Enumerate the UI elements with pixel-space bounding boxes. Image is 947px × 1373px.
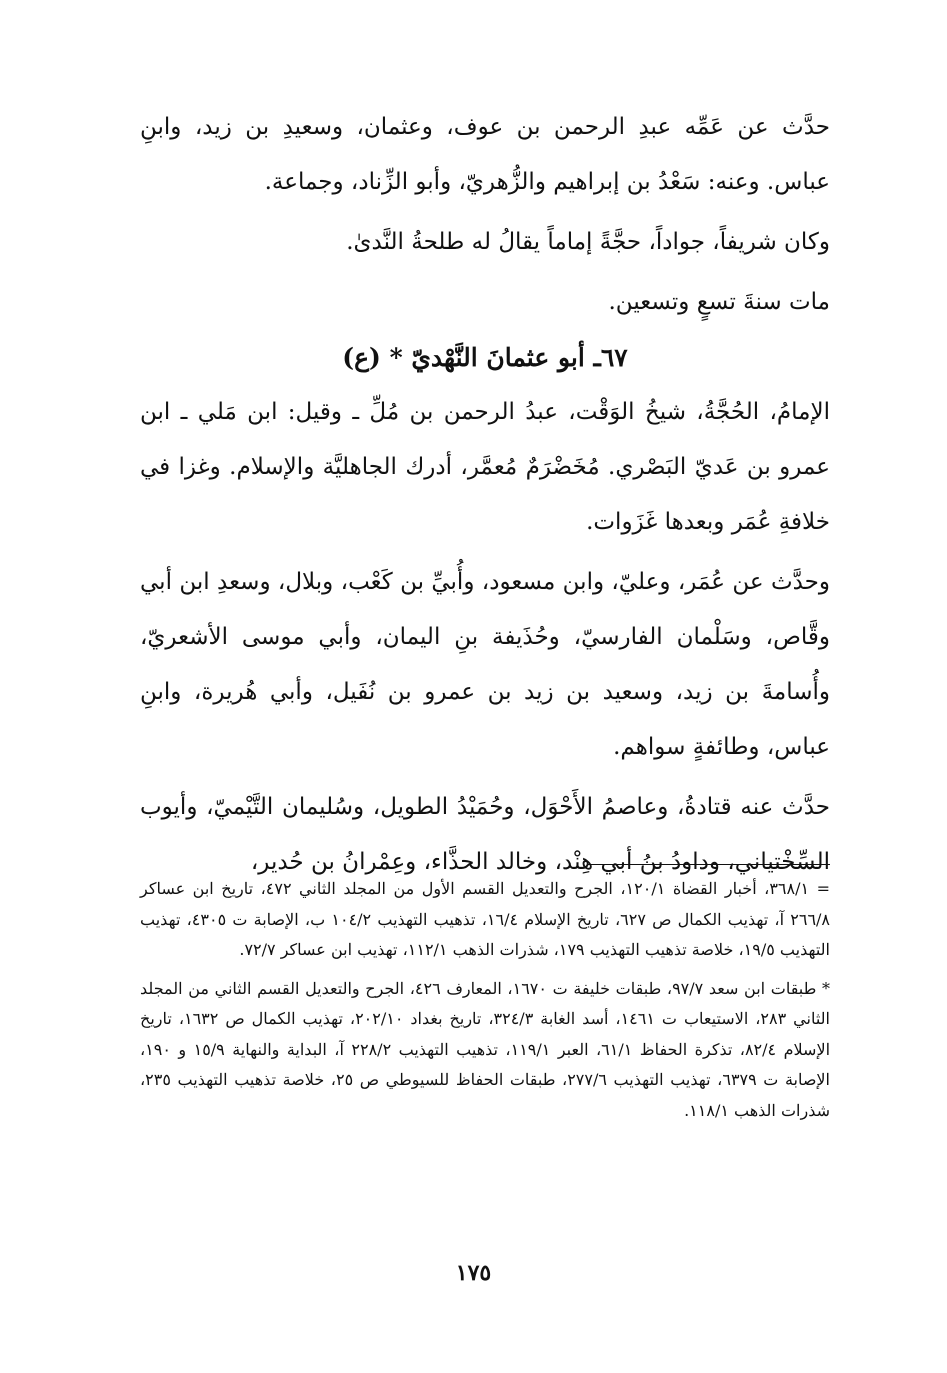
footnotes xyxy=(140,874,830,1126)
paragraph-death: مات سنةَ تسعٍ وتسعين. xyxy=(608,289,830,315)
paragraph-biography: الإمامُ، الحُجَّةُ، شيخُ الوَقْت، عبدُ الرحمن بن مُلِّ ـ وقيل: ابن مَلي ـ ابن عمرو بن عَديّ البَصْري. مُخَضْرَمٌ مُعمَّر، أدرك الجاهليَّة والإسلام. وغزا في خلافةِ عُمَر وبعدها غَزَوات. xyxy=(140,399,830,535)
paragraph-teachers: وحدَّث عن عُمَر، وعليّ، وابن مسعود، وأُبيِّ بن كَعْب، وبلال، وسعدِ ابن أبي وقَّاص، وسَلْمان الفارسيّ، وحُذَيفة بنِ اليمان، وأبي موسى الأشعريّ، وأُسامةَ بن زيد، وسعيد بن زيد بن عمرو بن نُفَيل، وأبي هُريرة، وابنِ عباس، وطائفةٍ سواهم. xyxy=(140,569,830,760)
entry-heading: ٦٧ـ أبو عثمانَ النَّهْديّ * (ع) xyxy=(342,343,628,372)
footnote-continued: = ٣٦٨/١، أخبار القضاة ١٢٠/١، الجرح والتعديل القسم الأول من المجلد الثاني ٤٧٢، تاريخ ابن عساكر ٢٦٦/٨ آ، تهذيب الكمال ص ٦٢٧، تاريخ الإسلام ١٦/٤، تذهيب التهذيب ١٠٤/٢ ب، الإصابة ت ٤٣٠٥، تهذيب التهذيب ١٩/٥، خلاصة تذهيب التهذيب ١٧٩، شذرات الذهب ١١٢/١، تهذيب ابن عساكر ٧٢/٧. xyxy=(140,879,831,959)
page-number: ١٧٥ xyxy=(455,1260,492,1286)
paragraph-students: حدَّث عنه قتادةُ، وعاصمُ الأَحْوَل، وحُمَيْدُ الطويل، وسُليمان التَّيْميّ، وأيوب السِّخْتياني، وداودُ بنُ أبي هِنْد، وخالد الحذَّاء، وعِمْرانُ بن حُدير، xyxy=(140,794,830,875)
main-text xyxy=(140,100,830,890)
footnote-divider xyxy=(587,864,830,865)
footnote-sources: * طبقات ابن سعد ٩٧/٧، طبقات خليفة ت ١٦٧٠، المعارف ٤٢٦، الجرح والتعديل القسم الثاني من المجلد الثاني ٢٨٣، الاستيعاب ت ١٤٦١، أسد الغابة ٣٢٤/٣، تاريخ بغداد ٢٠٢/١٠، تهذيب الكمال ص ١٦٣٢، تاريخ الإسلام ٨٢/٤، تذكرة الحفاظ ٦١/١، العبر ١١٩/١، تذهيب التهذيب ٢٢٨/٢ آ، البداية والنهاية ١٥/٩ و ١٩٠، الإصابة ت ٦٣٧٩، تهذيب التهذيب ٢٧٧/٦، طبقات الحفاظ للسيوطي ص ٢٥، خلاصة تذهيب التهذيب ٢٣٥، شذرات الذهب ١١٨/١. xyxy=(140,978,831,1120)
paragraph-narrators: حدَّث عن عَمِّه عبدِ الرحمن بن عوف، وعثمان، وسعيدِ بن زيد، وابنِ عباس. وعنه: سَعْدُ بن إبراهيم والزُّهريّ، وأبو الزِّناد، وجماعة. xyxy=(140,114,830,195)
paragraph-description: وكان شريفاً، جواداً، حجَّةً إماماً يقالُ له طلحةُ النَّدىٰ. xyxy=(346,229,830,255)
